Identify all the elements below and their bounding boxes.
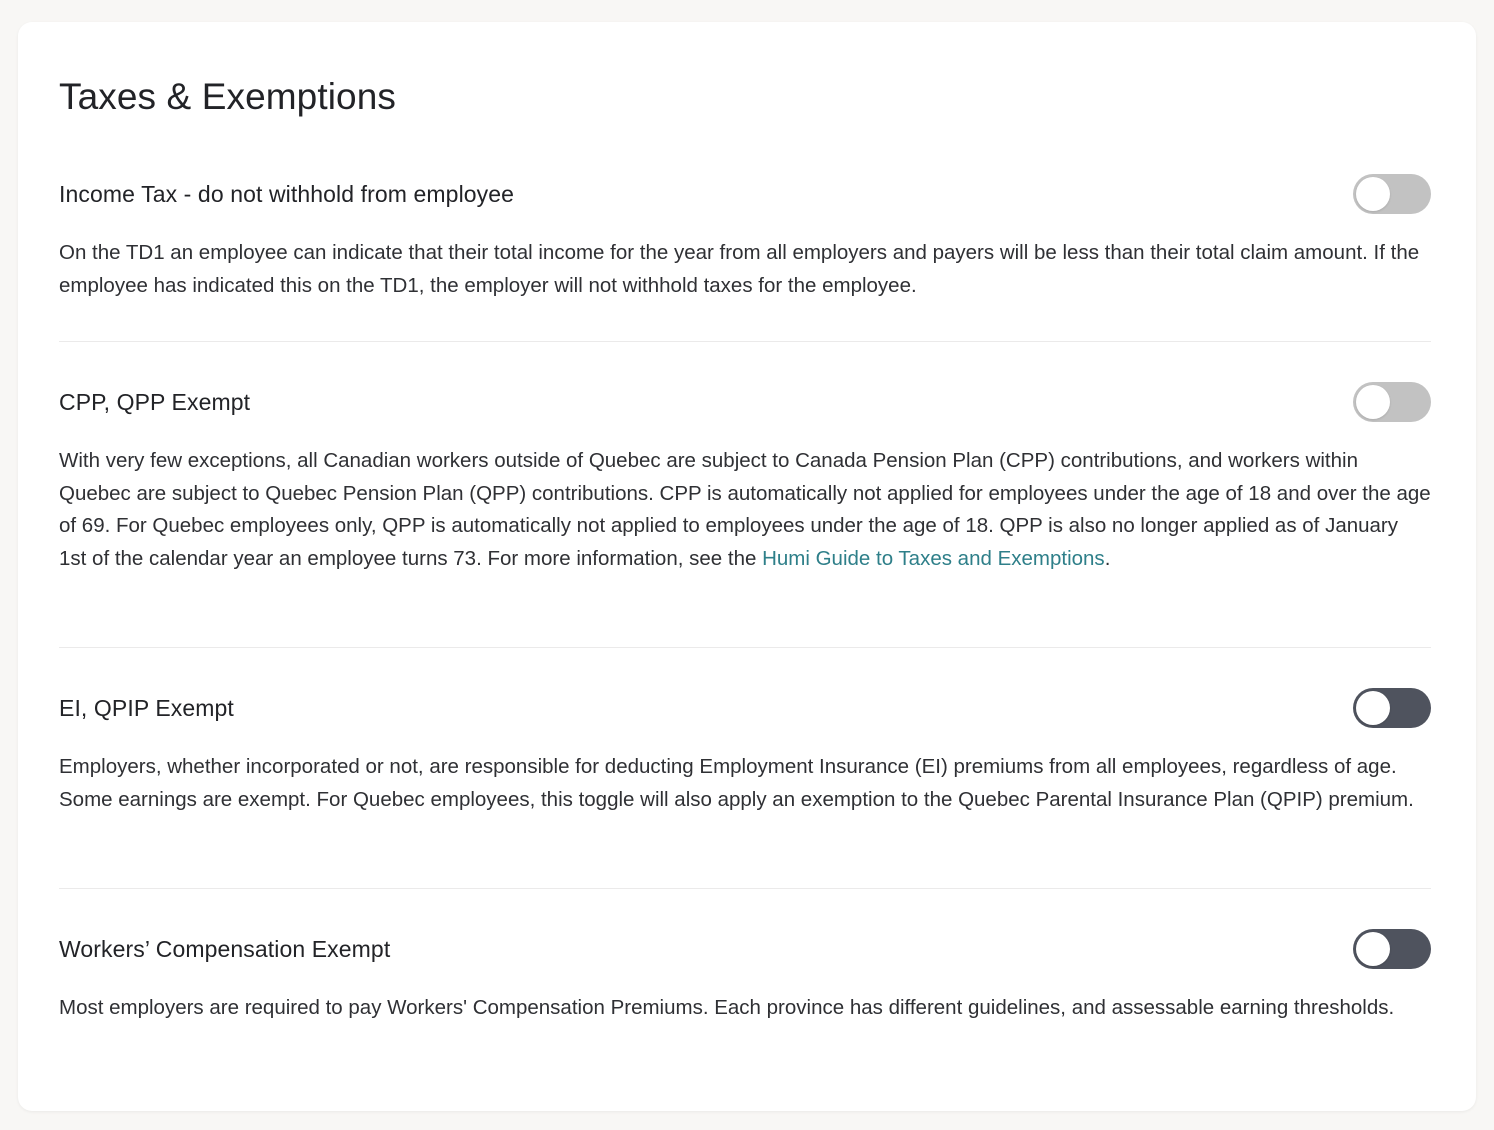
income-tax-toggle[interactable] (1353, 174, 1431, 214)
taxes-exemptions-card (18, 22, 1476, 1111)
section-workers-comp (59, 929, 1431, 1025)
humi-guide-link[interactable]: Humi Guide to Taxes and Exemptions (762, 546, 1105, 570)
section-title-income-tax: Income Tax - do not withhold from employee (59, 180, 515, 207)
divider (59, 341, 1431, 342)
toggle-knob (1356, 932, 1390, 966)
section-header (59, 174, 1431, 214)
section-header (59, 929, 1431, 969)
section-income-tax (59, 174, 1431, 302)
divider (59, 888, 1431, 889)
card-title: Taxes & Exemptions (59, 76, 397, 117)
section-title-ei-qpip: EI, QPIP Exempt (59, 694, 234, 721)
description-text: With very few exceptions, all Canadian workers outside of Quebec are subject to Canada Pension Plan (CPP) contributions, and workers within Quebec are subject to Quebec Pension Plan (QPP) contributions. CPP is automatically not applied for employees under the age of 18 and over the age of 69. For Quebec employees only, QPP is automatically not applied to employees under the age of 18. QPP is also no longer applied as of January 1st of the calendar year an employee turns 73. For more information, see the (59, 449, 1431, 570)
section-description-ei-qpip: Employers, whether incorporated or not, are responsible for deducting Employment Insurance (EI) premiums from all employees, regardless of age. Some earnings are exempt. For Quebec employees, this toggle will also apply an exemption to the Quebec Parental Insurance Plan (QPIP) premium. (59, 755, 1414, 811)
section-title-workers-comp: Workers’ Compensation Exempt (59, 935, 391, 962)
cpp-qpp-exempt-toggle[interactable] (1353, 382, 1431, 422)
section-ei-qpip (59, 688, 1431, 816)
section-description-workers-comp: Most employers are required to pay Workers' Compensation Premiums. Each province has different guidelines, and assessable earning thresholds. (59, 996, 1395, 1019)
toggle-knob (1356, 691, 1390, 725)
description-end: . (1104, 546, 1111, 570)
section-description-income-tax: On the TD1 an employee can indicate that their total income for the year from all employers and payers will be less than their total claim amount. If the employee has indicated this on the TD1, the employer will not withhold taxes for the employee. (59, 241, 1420, 297)
section-title-cpp-qpp: CPP, QPP Exempt (59, 388, 251, 415)
section-description-cpp-qpp (59, 445, 1431, 575)
ei-qpip-exempt-toggle[interactable] (1353, 688, 1431, 728)
toggle-knob (1356, 385, 1390, 419)
workers-comp-exempt-toggle[interactable] (1353, 929, 1431, 969)
section-header (59, 688, 1431, 728)
divider (59, 647, 1431, 648)
toggle-knob (1356, 177, 1390, 211)
section-cpp-qpp (59, 382, 1431, 575)
section-header (59, 382, 1431, 422)
